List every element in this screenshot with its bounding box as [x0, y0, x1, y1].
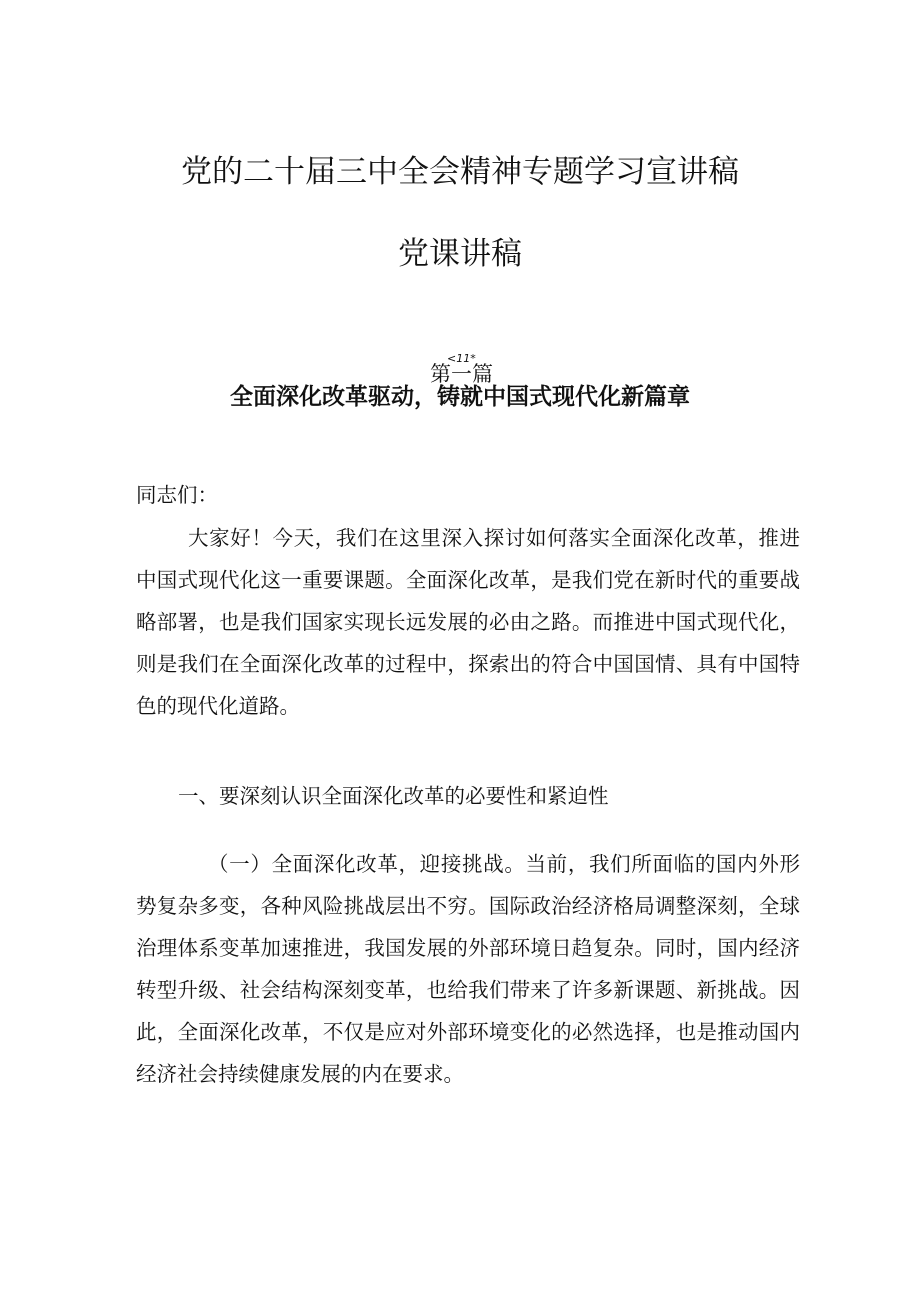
- document-subtitle: 党课讲稿: [398, 236, 522, 272]
- section-heading: 一、要深刻认识全面深化改革的必要性和紧迫性: [178, 784, 609, 808]
- greeting: 同志们：: [136, 483, 218, 507]
- document-title: 党的二十届三中全会精神专题学习宣讲稿: [181, 154, 739, 190]
- paragraph-intro: 大家好！今天，我们在这里深入探讨如何落实全面深化改革，推进中国式现代化这一重要课题。全面深化改革，是我们党在新时代的重要战略部署，也是我们国家实现长远发展的必由之路。而推进中国式现代化，则是我们在全面深化改革的过程中，探索出的符合中国国情、具有中国特色的现代化道路。: [136, 526, 800, 718]
- paragraph-reform-challenges: （一）全面深化改革，迎接挑战。当前，我们所面临的国内外形势复杂多变，各种风险挑战层出不穷。国际政治经济格局调整深刻，全球治理体系变革加速推进，我国发展的外部环境日趋复杂。同时，国内经济转型升级、社会结构深刻变革，也给我们带来了许多新课题、新挑战。因此，全面深化改革，不仅是应对外部环境变化的必然选择，也是推动国内经济社会持续健康发展的内在要求。: [136, 852, 800, 1086]
- section-label: 第一篇: [430, 362, 493, 386]
- chapter-title: 全面深化改革驱动，铸就中国式现代化新篇章: [230, 384, 690, 410]
- section-mark: <11*: [447, 352, 476, 365]
